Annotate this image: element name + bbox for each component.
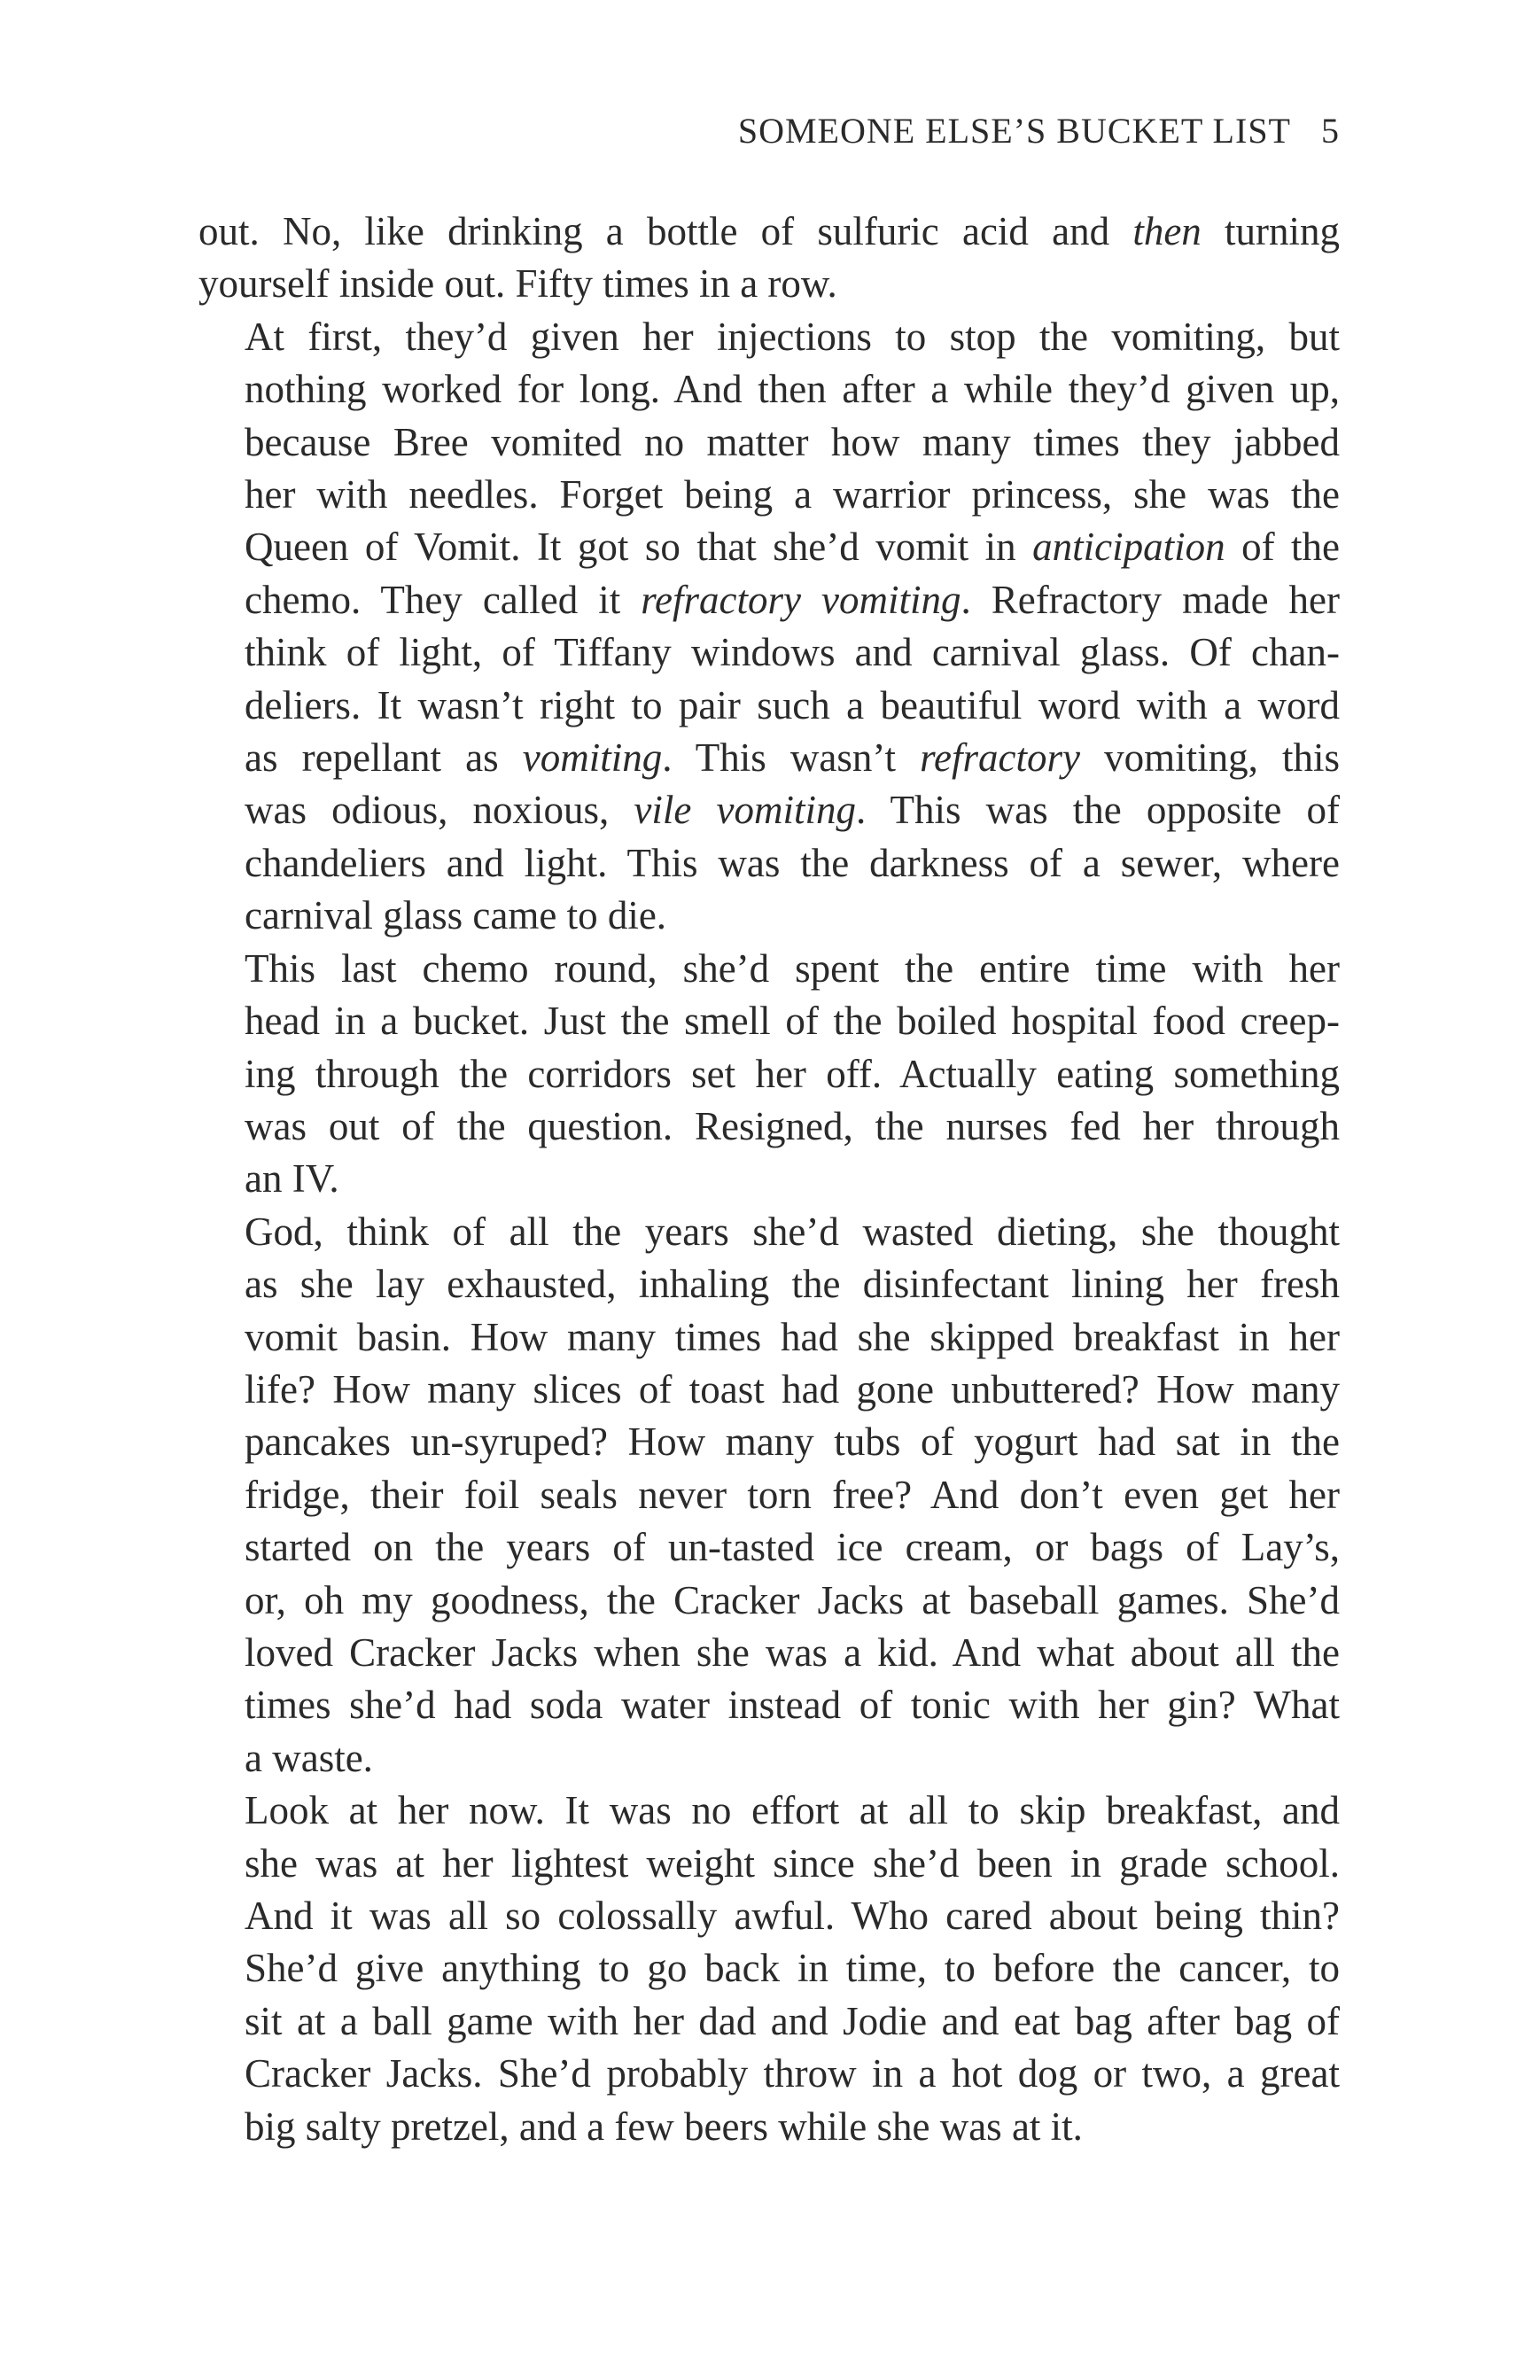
text-line: as repellant as vomiting. This wasn’t refractory vomiting, this	[245, 735, 1340, 781]
text-line: her with needles. Forget being a warrior princess, she was the	[245, 472, 1340, 517]
text-line: she was at her lightest weight since she’d been in grade school.	[245, 1840, 1340, 1886]
text-line: fridge, their foil seals never torn free? And don’t even get her	[245, 1472, 1340, 1517]
text-line: loved Cracker Jacks when she was a kid. And what about all the	[245, 1629, 1340, 1675]
text-line: ing through the corridors set her off. Actually eating something	[245, 1051, 1340, 1096]
text-line: was out of the question. Resigned, the nurses fed her through	[245, 1103, 1340, 1148]
body-text	[198, 206, 1340, 2153]
text-line: vomit basin. How many times had she skipped breakfast in her	[245, 1314, 1340, 1359]
text-line: or, oh my goodness, the Cracker Jacks at baseball games. She’d	[245, 1577, 1340, 1622]
text-line: carnival glass came to die.	[245, 893, 667, 938]
text-line: head in a bucket. Just the smell of the boiled hospital food creep-	[245, 999, 1340, 1044]
text-line: At first, they’d given her injections to stop the vomiting, but	[245, 314, 1340, 359]
text-line: was odious, noxious, vile vomiting. This was the opposite of	[245, 788, 1340, 833]
text-line: Cracker Jacks. She’d probably throw in a hot dog or two, a great	[245, 2051, 1340, 2096]
text-line: because Bree vomited no matter how many times they jabbed	[245, 419, 1340, 464]
text-line: chandeliers and light. This was the darkness of a sewer, where	[245, 840, 1340, 885]
running-head-title: SOMEONE ELSE’S BUCKET LIST	[737, 111, 1291, 151]
text-line: chemo. They called it refractory vomiting. Refractory made her	[245, 577, 1340, 622]
text-line: big salty pretzel, and a few beers while she was at it.	[245, 2104, 1083, 2149]
text-line: Queen of Vomit. It got so that she’d vomit in anticipation of the	[245, 525, 1341, 570]
text-line: nothing worked for long. And then after a while they’d given up,	[245, 367, 1340, 412]
text-line: deliers. It wasn’t right to pair such a beautiful word with a word	[245, 682, 1340, 727]
paragraph-4	[198, 1206, 1340, 1785]
text-line: a waste.	[245, 1735, 373, 1780]
text-line: And it was all so colossally awful. Who cared about being thin?	[245, 1894, 1340, 1938]
text-line: times she’d had soda water instead of tonic with her gin? What	[245, 1683, 1340, 1728]
text-line: pancakes un-syruped? How many tubs of yogurt had sat in the	[245, 1419, 1340, 1465]
text-line: She’d give anything to go back in time, to before the cancer, to	[245, 1946, 1340, 1991]
text-line: yourself inside out. Fifty times in a row.	[198, 261, 837, 307]
text-line: God, think of all the years she’d wasted dieting, she thought	[245, 1209, 1340, 1254]
paragraph-3	[198, 943, 1340, 1206]
text-line: This last chemo round, she’d spent the entire time with her	[245, 945, 1340, 991]
paragraph-5	[198, 1785, 1340, 2153]
text-line: an IV.	[245, 1156, 339, 1202]
paragraph-1	[198, 206, 1340, 311]
text-line: sit at a ball game with her dad and Jodie and eat bag after bag of	[245, 1998, 1340, 2043]
text-line: started on the years of un-tasted ice cream, or bags of Lay’s,	[245, 1525, 1340, 1570]
text-line: think of light, of Tiffany windows and carnival glass. Of chan-	[245, 630, 1340, 675]
text-line: out. No, like drinking a bottle of sulfuric acid and then turning	[198, 209, 1340, 253]
text-line: life? How many slices of toast had gone unbuttered? How many	[245, 1366, 1340, 1412]
text-line: as she lay exhausted, inhaling the disinfectant lining her fresh	[245, 1262, 1340, 1307]
text-line: Look at her now. It was no effort at all to skip breakfast, and	[245, 1788, 1340, 1833]
page-number: 5	[1321, 111, 1340, 151]
paragraph-2	[198, 311, 1340, 943]
running-head	[738, 110, 1340, 152]
